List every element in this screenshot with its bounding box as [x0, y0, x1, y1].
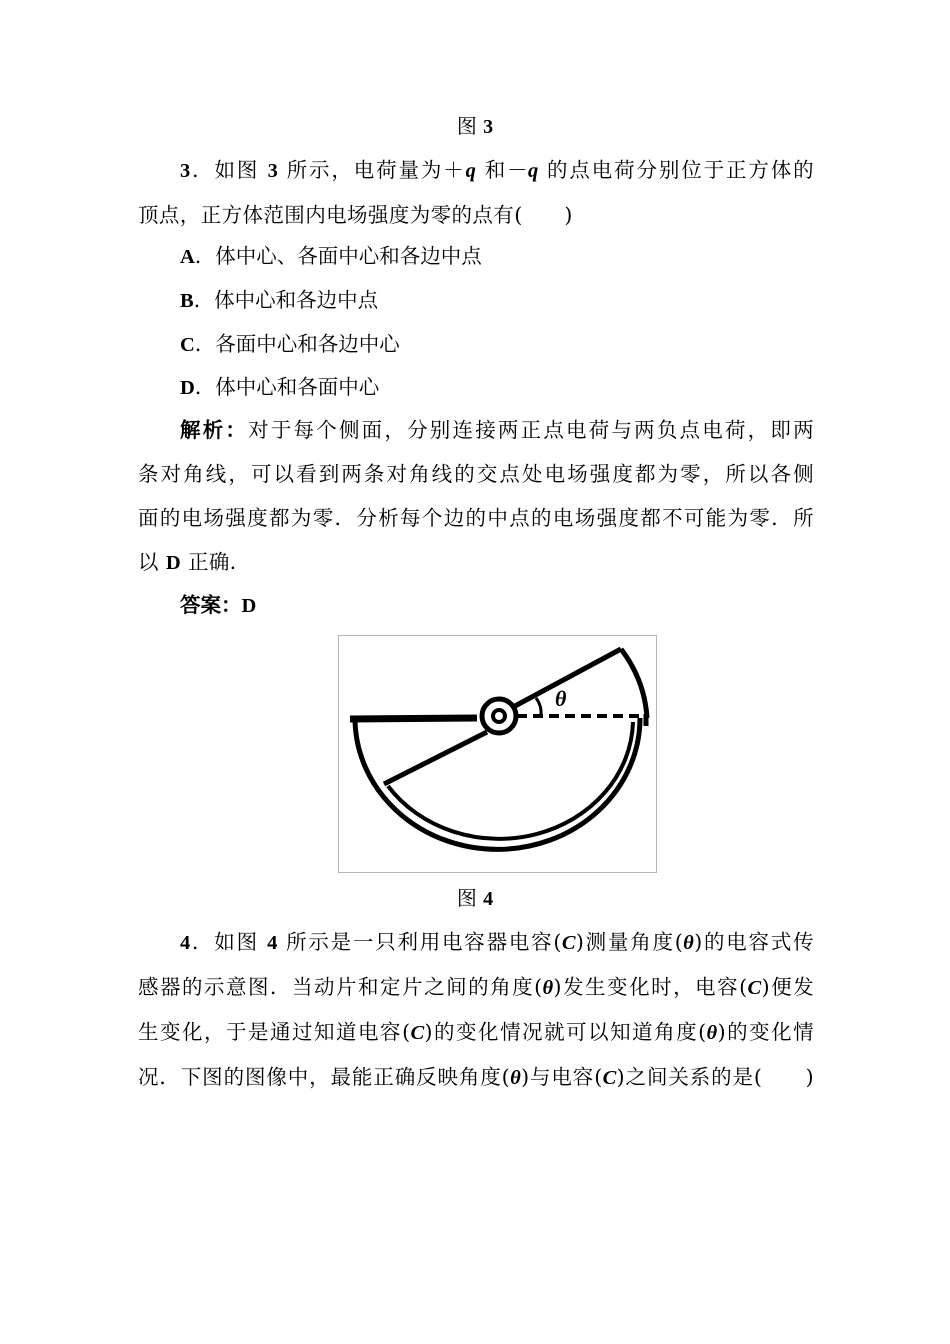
text-run: 况．下图的图像中，最能正确反映角度( — [138, 1065, 511, 1089]
option-text: ．各面中心和各边中心 — [194, 332, 400, 356]
fixed-plate-arc — [355, 718, 640, 849]
text-run: ．如图 — [190, 930, 259, 954]
option-text: ．体中心和各边中点 — [193, 288, 379, 312]
symbol-c: C — [602, 1067, 617, 1089]
option-b — [180, 286, 378, 315]
figure-reference: 4 — [267, 932, 278, 954]
symbol-c: C — [747, 977, 762, 999]
option-text: ．体中心和各面中心 — [194, 375, 380, 399]
option-c — [180, 330, 400, 359]
pivot-axle — [493, 710, 505, 722]
analysis-line-1 — [138, 408, 814, 452]
figure-4-caption — [0, 884, 950, 913]
symbol-c: C — [561, 932, 576, 954]
text-run: )便发 — [761, 975, 814, 999]
charge-symbol: q — [527, 160, 539, 182]
analysis-block — [138, 408, 814, 585]
angle-arc — [536, 698, 541, 715]
text-run: )的变化情况就可以知道角度( — [424, 1020, 707, 1044]
text-run: )与电容( — [521, 1065, 603, 1089]
answer-label: 答案： — [180, 593, 242, 617]
option-letter: C — [180, 334, 195, 356]
analysis-label: 解析： — [180, 418, 249, 442]
text-run: 所示是一只利用电容器电容( — [286, 930, 562, 954]
text-run: )的变化情 — [717, 1020, 814, 1044]
option-letter: D — [180, 377, 195, 399]
angle-label: θ — [555, 686, 567, 711]
text-run: 和－ — [484, 158, 528, 182]
capacitor-sensor-diagram — [339, 636, 656, 872]
moving-plate-arc — [621, 649, 647, 718]
symbol-theta: θ — [542, 977, 554, 999]
analysis-line-4 — [138, 540, 814, 585]
option-d — [180, 373, 379, 402]
symbol-c: C — [410, 1022, 425, 1044]
question-4-line-2 — [138, 965, 814, 1010]
caption-number: 3 — [483, 116, 494, 138]
symbol-theta: θ — [706, 1022, 718, 1044]
question-4-line-1 — [138, 920, 814, 965]
question-3-stem — [138, 148, 814, 237]
option-letter: B — [180, 290, 194, 312]
option-a — [180, 242, 482, 271]
fixed-plate-inner-arc — [388, 722, 633, 839]
fixed-plate-left-edge — [350, 718, 477, 719]
text-run: 对于每个侧面，分别连接两正点电荷与两负点电荷，即两 — [248, 418, 814, 442]
text-run: )测量角度( — [575, 930, 684, 954]
caption-prefix: 图 — [456, 114, 477, 138]
text-run: )发生变化时，电容( — [553, 975, 748, 999]
option-letter: A — [180, 246, 195, 268]
option-text: ．体中心、各面中心和各边中点 — [194, 244, 482, 268]
question-4-line-3 — [138, 1010, 814, 1055]
symbol-theta: θ — [683, 932, 695, 954]
text-run: 所示，电荷量为＋ — [286, 158, 466, 182]
caption-prefix: 图 — [456, 886, 477, 910]
figure-4 — [338, 635, 657, 873]
question-number: 4 — [180, 932, 191, 954]
moving-plate-lower-edge — [384, 732, 487, 784]
answer-value: D — [241, 595, 257, 617]
answer-line — [180, 591, 256, 620]
text-run: 正确． — [187, 550, 251, 574]
text-run: 以 — [138, 550, 159, 574]
question-number: 3 — [180, 160, 191, 182]
answer-letter: D — [165, 552, 182, 574]
text-run: 感器的示意图．当动片和定片之间的角度( — [138, 975, 543, 999]
analysis-line-3: 面的电场强度都为零．分析每个边的中点的电场强度都不可能为零．所 — [138, 506, 814, 530]
symbol-theta: θ — [510, 1067, 522, 1089]
figure-3-caption — [0, 112, 950, 141]
caption-number: 4 — [483, 888, 494, 910]
charge-symbol: q — [465, 160, 477, 182]
question-4-stem — [138, 920, 814, 1100]
text-run: 的点电荷分别位于正方体的 — [547, 158, 814, 182]
question-3-line-2: 顶点，正方体范围内电场强度为零的点有( ) — [138, 203, 573, 227]
text-run: )的电容式传 — [694, 930, 814, 954]
text-run: 生变化，于是通过知道电容( — [138, 1020, 411, 1044]
question-3-line-1 — [138, 148, 814, 193]
moving-plate-upper-edge — [515, 649, 621, 706]
analysis-line-2: 条对角线，可以看到两条对角线的交点处电场强度都为零，所以各侧 — [138, 462, 814, 486]
figure-reference: 3 — [267, 160, 279, 182]
text-run: ．如图 — [190, 158, 260, 182]
text-run: )之间关系的是( ) — [616, 1065, 814, 1089]
question-4-line-4 — [138, 1055, 814, 1100]
